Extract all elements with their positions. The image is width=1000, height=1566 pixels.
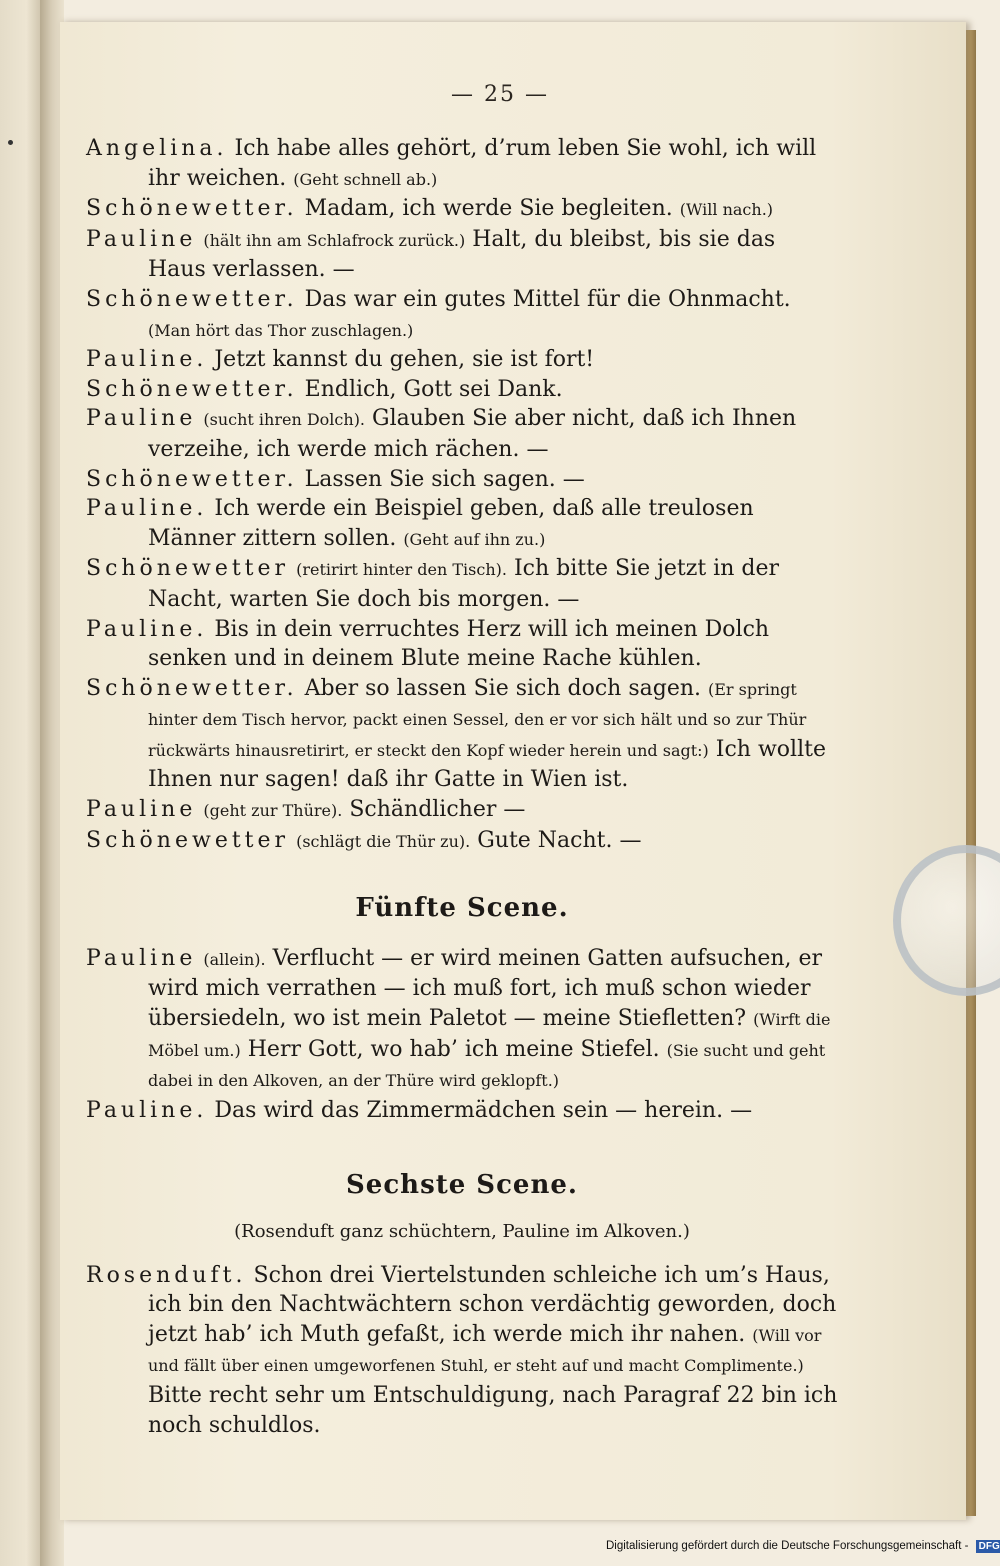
line-schoenewetter-3 (86, 375, 838, 405)
speaker-name: Pauline (86, 797, 197, 823)
heading-scene-5: Fünfte Scene. (355, 893, 569, 924)
stage-direction: (Man hört das Thor zuschlagen.) (148, 320, 414, 340)
line-pauline-3 (86, 404, 838, 464)
line-rosenduft-1 (86, 1261, 838, 1441)
speaker-name: Pauline (86, 226, 197, 252)
speaker-name: Angelina. (86, 136, 228, 161)
stage-direction: (geht zur Thüre). (203, 801, 343, 821)
dialogue-text: Jetzt kannst du gehen, sie ist fort! (214, 347, 595, 373)
line-schoenewetter-1 (86, 194, 838, 225)
speaker-name: Pauline (86, 945, 197, 971)
speaker-name: Schönewetter. (86, 376, 298, 402)
stage-direction: (allein). (203, 949, 266, 969)
dialogue-text: Bitte recht sehr um Entschuldigung, nach Paragraf 22 bin ich noch schuldlos. (148, 1382, 838, 1438)
speaker-name: Schönewetter. (86, 675, 298, 701)
dialogue-text: Ich wollte Ihnen nur sagen! daß ihr Gatte in Wien ist. (148, 736, 826, 793)
dialogue-text: Herr Gott, wo hab’ ich meine Stiefel. (247, 1036, 660, 1062)
speaker-name: Schönewetter. (86, 286, 298, 312)
stage-direction: (Er springt hinter dem Tisch hervor, packt einen Sessel, den er vor sich hält und so zur Thür rückwärts hinausretirirt, er steckt den Kopf wieder herein und sagt:) (148, 679, 807, 760)
speaker-name: Schönewetter (86, 827, 290, 853)
stage-direction: (Sie sucht und geht dabei in den Alkoven, an der Thüre wird geklopft.) (148, 1040, 826, 1091)
stage-direction: (schlägt die Thür zu). (296, 831, 471, 851)
heading-scene-6: Sechste Scene. (346, 1170, 578, 1201)
digitization-footer (606, 1540, 1000, 1560)
speaker-name: Schönewetter. (86, 466, 298, 492)
dialogue-text: Gute Nacht. — (477, 827, 642, 853)
dialogue-text: Schon drei Viertelstunden schleiche ich um’s Haus, ich bin den Nachtwächtern schon verdächtig geworden, doch jetzt hab’ ich Muth gefaßt, ich werde mich ihr nahen. (148, 1262, 837, 1347)
speaker-name: Pauline. (86, 616, 208, 642)
dfg-logo: DFG (976, 1540, 1000, 1553)
gap-after-direction (86, 1247, 838, 1261)
dialogue-text: Lassen Sie sich sagen. — (304, 466, 585, 492)
line-angelina (86, 134, 838, 194)
stage-direction: (retirirt hinter den Tisch). (296, 560, 507, 580)
line-pauline-8 (86, 1096, 838, 1126)
dialogue-text: Bis in dein verruchtes Herz will ich meinen Dolch senken und in deinem Blute meine Rache kühlen. (148, 616, 770, 672)
left-page-edge (0, 0, 44, 1566)
stage-direction: (Wirft die Möbel um.) (148, 1010, 831, 1060)
line-schoenewetter-7 (86, 826, 838, 857)
stage-direction: (sucht ihren Dolch). (203, 410, 366, 430)
line-pauline-7 (86, 944, 838, 1096)
dialogue-text: Madam, ich werde Sie begleiten. (304, 196, 673, 222)
dialogue-text: Glauben Sie aber nicht, daß ich Ihnen verzeihe, ich werde mich rächen. — (148, 406, 797, 462)
page-number: — 25 — (451, 82, 549, 107)
line-schoenewetter-5 (86, 554, 838, 614)
dialogue-text: Halt, du bleibst, bis sie das Haus verlassen. — (148, 226, 776, 283)
line-pauline-4 (86, 494, 838, 554)
speaker-name: Pauline. (86, 496, 208, 522)
speaker-name: Pauline. (86, 1097, 208, 1123)
stage-direction: (hält ihn am Schlafrock zurück.) (203, 230, 466, 250)
speaker-name: Schönewetter (86, 556, 290, 582)
line-schoenewetter-6 (86, 674, 838, 795)
gap-before-scene-5 (86, 856, 838, 894)
stage-direction-scene-6: (Rosenduft ganz schüchtern, Pauline im Alkoven.) (234, 1221, 690, 1242)
gap-after-scene-5 (86, 924, 838, 944)
gap-before-scene-6 (86, 1125, 838, 1171)
dialogue-text: Endlich, Gott sei Dank. (304, 376, 563, 402)
footer-text: Digitalisierung gefördert durch die Deutsche Forschungsgemeinschaft - (606, 1540, 969, 1552)
dialogue-text: Verflucht — er wird meinen Gatten aufsuchen, er wird mich verrathen — ich muß fort, ich muß schon wieder übersiedeln, wo ist mein Paletot — meine Stiefletten? (148, 945, 823, 1032)
left-page-mark (8, 140, 13, 145)
stage-direction: (Will vor und fällt über einen umgeworfenen Stuhl, er steht auf und macht Complimente.) (148, 1325, 822, 1376)
dialogue-text: Aber so lassen Sie sich doch sagen. (304, 675, 701, 701)
dialogue-text: Ich werde ein Beispiel geben, daß alle treulosen Männer zittern sollen. (148, 496, 754, 551)
speaker-name: Schönewetter. (86, 196, 298, 222)
speaker-name: Pauline (86, 406, 197, 432)
line-pauline-1 (86, 225, 838, 285)
dialogue-text: Das wird das Zimmermädchen sein — herein. — (214, 1097, 753, 1123)
line-pauline-6 (86, 795, 838, 826)
speaker-name: Rosenduft. (86, 1262, 247, 1288)
line-schoenewetter-4 (86, 465, 838, 495)
stage-direction: (Geht auf ihn zu.) (403, 529, 546, 549)
line-pauline-5 (86, 615, 838, 674)
line-schoenewetter-2 (86, 285, 838, 345)
line-pauline-2 (86, 345, 838, 375)
speaker-name: Pauline. (86, 347, 208, 373)
stage-direction: (Geht schnell ab.) (293, 169, 438, 189)
gap-after-scene-6 (86, 1201, 838, 1217)
page-text (86, 134, 838, 1440)
dialogue-text: Schändlicher — (349, 797, 526, 823)
dialogue-text: Ich bitte Sie jetzt in der Nacht, warten Sie doch bis morgen. — (148, 556, 779, 612)
dialogue-text: Das war ein gutes Mittel für die Ohnmacht. (304, 286, 791, 312)
stage-direction: (Will nach.) (679, 200, 774, 220)
dialogue-text: Ich habe alles gehört, d’rum leben Sie wohl, ich will ihr weichen. (148, 136, 817, 191)
